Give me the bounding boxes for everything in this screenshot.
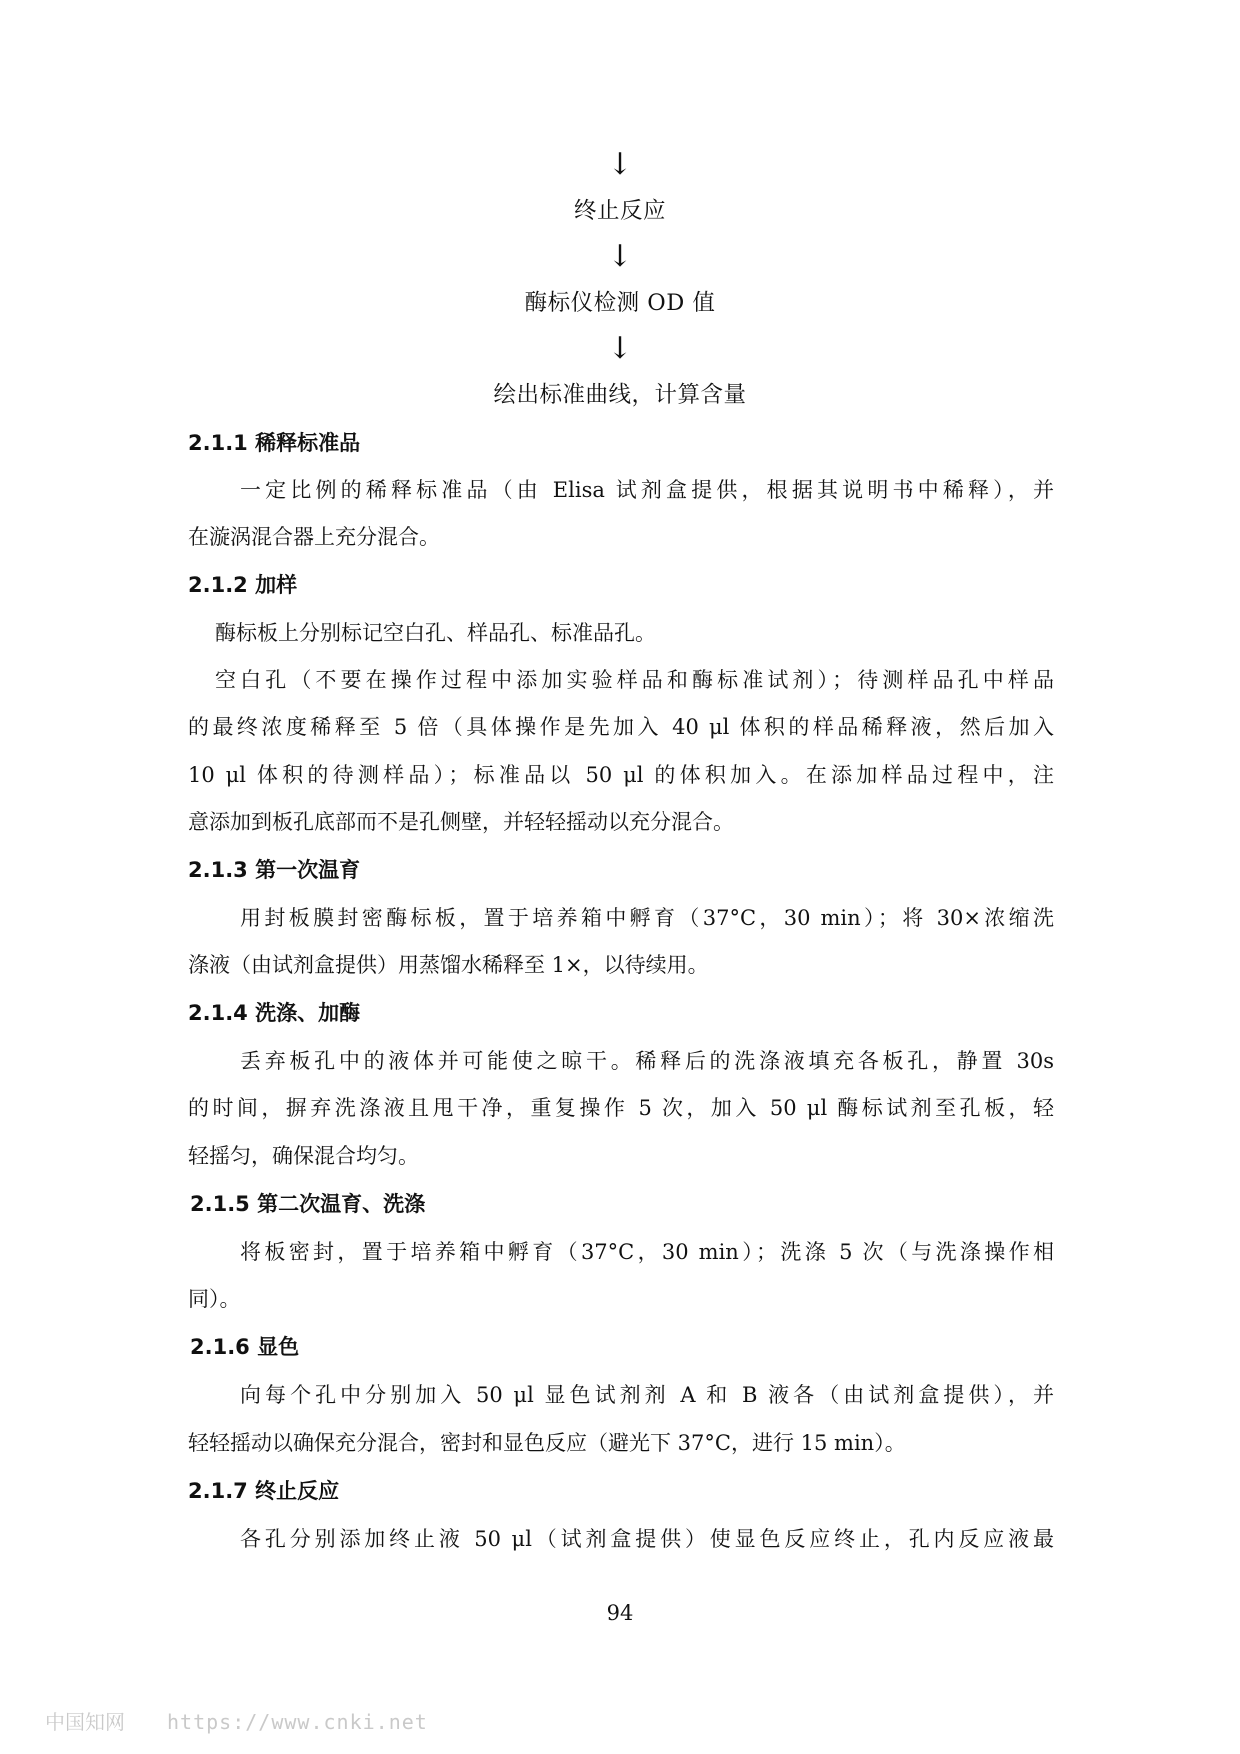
watermark-url: https://www.cnki.net — [167, 1710, 428, 1734]
paragraph-line: 向每个孔中分别加入 50 μl 显色试剂剂 A 和 B 液各（由试剂盒提供），并 — [240, 1383, 1054, 1407]
section-heading-2-1-6: 2.1.6 显色 — [190, 1335, 300, 1359]
cnki-watermark — [45, 1709, 428, 1735]
paragraph-line: 的最终浓度稀释至 5 倍（具体操作是先加入 40 μl 体积的样品稀释液，然后加入 — [188, 715, 1054, 739]
paragraph-line: 各孔分别添加终止液 50 μl（试剂盒提供）使显色反应终止，孔内反应液最 — [240, 1527, 1054, 1551]
section-heading-2-1-4: 2.1.4 洗涤、加酶 — [188, 1001, 361, 1025]
paragraph-line: 丢弃板孔中的液体并可能使之晾干。稀释后的洗涤液填充各板孔，静置 30s — [240, 1049, 1054, 1073]
paragraph-line: 将板密封，置于培养箱中孵育（37°C，30 min）；洗涤 5 次（与洗涤操作相 — [240, 1240, 1054, 1264]
paragraph-line: 酶标板上分别标记空白孔、样品孔、标准品孔。 — [215, 621, 656, 645]
paragraph-line: 轻摇匀，确保混合均匀。 — [188, 1144, 419, 1168]
paragraph-line: 在漩涡混合器上充分混合。 — [188, 525, 440, 549]
paragraph-line: 10 μl 体积的待测样品）；标准品以 50 μl 的体积加入。在添加样品过程中，注 — [188, 763, 1054, 787]
watermark-brand: 中国知网 — [45, 1710, 125, 1734]
section-heading-2-1-2: 2.1.2 加样 — [188, 573, 298, 597]
paragraph-line: 轻轻摇动以确保充分混合，密封和显色反应（避光下 37°C，进行 15 min）。 — [188, 1431, 906, 1455]
flow-step-od-measure: 酶标仪检测 OD 值 — [524, 290, 716, 316]
paragraph-line: 意添加到板孔底部而不是孔侧壁，并轻轻摇动以充分混合。 — [188, 810, 734, 834]
paragraph-line: 一定比例的稀释标准品（由 Elisa 试剂盒提供，根据其说明书中稀释），并 — [240, 478, 1054, 502]
page-number: 94 — [606, 1601, 634, 1625]
paragraph-line: 的时间，摒弃洗涤液且甩干净，重复操作 5 次，加入 50 μl 酶标试剂至孔板，轻 — [188, 1096, 1054, 1120]
paragraph-line: 同）。 — [188, 1287, 241, 1311]
section-heading-2-1-7: 2.1.7 终止反应 — [188, 1479, 340, 1503]
flow-arrow-1: ↓ — [607, 147, 633, 182]
paragraph-line: 涤液（由试剂盒提供）用蒸馏水稀释至 1×，以待续用。 — [188, 953, 709, 977]
section-heading-2-1-3: 2.1.3 第一次温育 — [188, 858, 361, 882]
flow-arrow-2: ↓ — [607, 239, 633, 274]
section-heading-2-1-1: 2.1.1 稀释标准品 — [188, 431, 361, 455]
flow-step-standard-curve: 绘出标准曲线，计算含量 — [493, 382, 747, 408]
section-heading-2-1-5: 2.1.5 第二次温育、洗涤 — [190, 1192, 426, 1216]
flow-step-stop-reaction: 终止反应 — [573, 198, 666, 224]
flow-arrow-3: ↓ — [607, 331, 633, 366]
paragraph-line: 用封板膜封密酶标板，置于培养箱中孵育（37°C，30 min）；将 30×浓缩洗 — [240, 906, 1054, 930]
paragraph-line: 空白孔（不要在操作过程中添加实验样品和酶标准试剂）；待测样品孔中样品 — [215, 668, 1054, 692]
